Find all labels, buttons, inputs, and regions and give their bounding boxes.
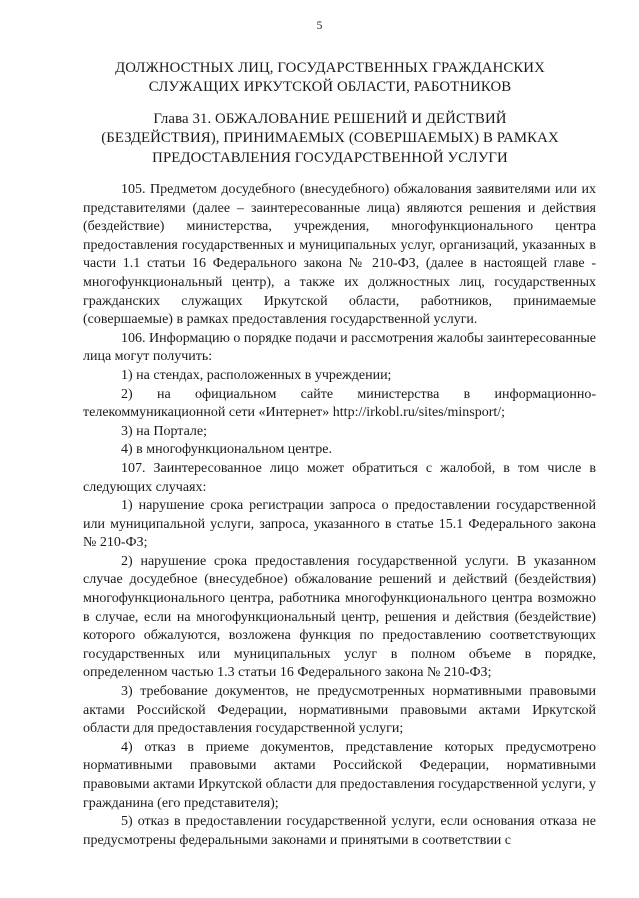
list-item: 3) требование документов, не предусмотренных нормативными правовыми актами Российской Федерации, нормативными правовыми актами Иркутской области для предоставления государственной услуги; — [83, 684, 596, 737]
heading-line: ДОЛЖНОСТНЫХ ЛИЦ, ГОСУДАРСТВЕННЫХ ГРАЖДАНСКИХ — [115, 60, 545, 76]
page-number: 5 — [316, 20, 323, 32]
list-item: 3) на Портале; — [121, 423, 208, 439]
list-item: 2) нарушение срока предоставления государственной услуги. В указанном случае досудебное (внесудебное) обжалование решений и действий (бездействия) многофункционального центра, работника многофункционального центра возможно в случае, если на многофункциональный центр, решения и действия (бездействие) которого обжалуются, возложена функция по предоставлению соответствующих государственных или муниципальных услуг в полном объеме в порядке, определенном частью 1.3 статьи 16 Федерального закона № 210-ФЗ; — [83, 553, 596, 681]
list-item: 1) нарушение срока регистрации запроса о предоставлении государственной или муниципальной услуги, запроса, указанного в статье 15.1 Федерального закона № 210-ФЗ; — [83, 498, 596, 551]
heading-line: СЛУЖАЩИХ ИРКУТСКОЙ ОБЛАСТИ, РАБОТНИКОВ — [148, 79, 512, 96]
paragraph-106: 106. Информацию о порядке подачи и рассмотрения жалобы заинтересованные лица могут получить: — [83, 330, 596, 365]
list-item: 2) на официальном сайте министерства в информационно-телекоммуникационной сети «Интернет» http://irkobl.ru/sites/minsport/; — [83, 386, 596, 421]
heading-line: ПРЕДОСТАВЛЕНИЯ ГОСУДАРСТВЕННОЙ УСЛУГИ — [152, 149, 508, 166]
chapter-heading — [60, 110, 600, 168]
heading-line: (БЕЗДЕЙСТВИЯ), ПРИНИМАЕМЫХ (СОВЕРШАЕМЫХ) В РАМКАХ — [101, 130, 559, 147]
paragraph-107: 107. Заинтересованное лицо может обратиться с жалобой, в том числе в следующих случаях: — [83, 460, 596, 495]
list-item: 5) отказ в предоставлении государственной услуги, если основания отказа не предусмотрены федеральными законами и принятыми в соответствии с — [83, 814, 596, 848]
section-heading-officials — [60, 59, 600, 98]
list-item: 4) в многофункциональном центре. — [121, 442, 333, 458]
paragraph-105: 105. Предметом досудебного (внесудебного) обжалования заявителями или их представителями (далее – заинтересованные лица) являются решения и действия (бездействие) министерства, учреждения, многофункционального центра предоставления государственных и муниципальных услуг, организаций, указанных в части 1.1 статьи 16 Федерального закона № 210-ФЗ, (далее в настоящей главе - многофункциональный центр), а также их должностных лиц, государственных гражданских служащих Иркутской области, работников, принимаемые (совершаемые) в рамках предоставления государственной услуги. — [83, 182, 596, 328]
heading-line: Глава 31. ОБЖАЛОВАНИЕ РЕШЕНИЙ И ДЕЙСТВИЙ — [153, 111, 507, 127]
document-body — [83, 181, 596, 850]
list-item: 1) на стендах, расположенных в учреждении; — [121, 367, 392, 383]
list-item: 4) отказ в приеме документов, представление которых предусмотрено нормативными правовыми актами Российской Федерации, нормативными правовыми актами Иркутской области для предоставления государственной услуги, у гражданина (его представителя); — [83, 739, 596, 811]
